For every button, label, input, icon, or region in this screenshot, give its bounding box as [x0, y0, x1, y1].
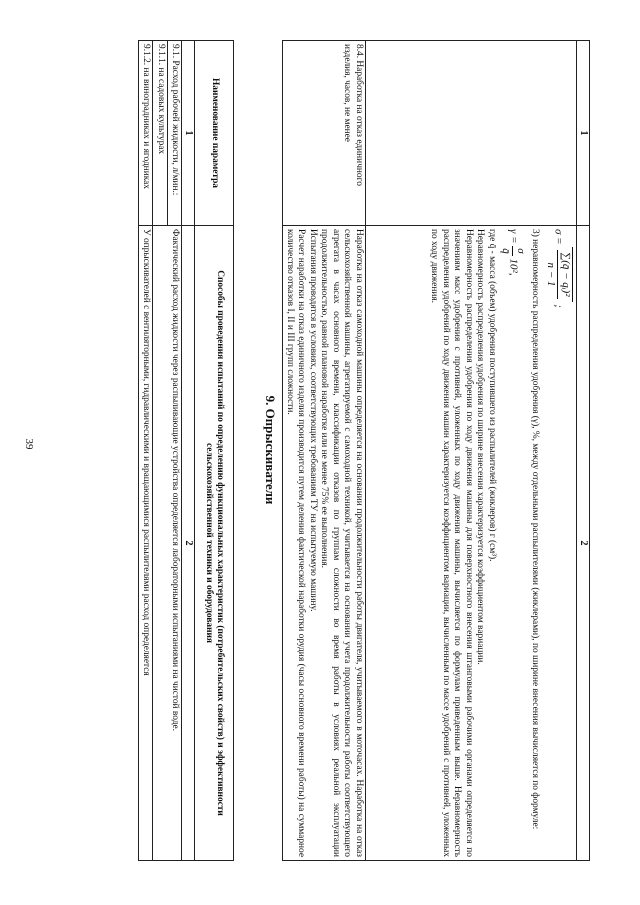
param-name-header: Наименование параметра [195, 41, 234, 226]
column-number-1: 1 [576, 41, 589, 226]
paragraph: Неравномерность распределения удобрения по ходу движения машины для поверхностного внесения штанговыми рабочими органами определяется по значениям масс удобрения с противней, уложенных по ходу движения машины, вычисляется по формулам приведенным выше. Неравномерность распределения удобрений по ходу движения машин характеризуется коэффициентом вариации, вычисленным по массе удобрений с противней, уложенных по ходу движения. [429, 229, 474, 857]
page-number: 39 [23, 438, 35, 450]
column-number-2: 2 [576, 226, 589, 861]
param-name-cell: 9.1.1. на садовых культурах [153, 41, 167, 226]
paragraph: Расчет наработки на отказ единичного изделия производится путем деления фактической наработки орудия (часы основного времени работы) на суммарное количество отказов I, II и III групп сложности. [285, 229, 307, 857]
methods-table-continued [282, 40, 590, 861]
empty-param-cell [365, 41, 576, 226]
paragraph: Наработка на отказ самоходной машины определяется на основании продолжительности работы двигателя, учитываемого в моточасах. Наработка на отказ сельскохозяйственной машины, агрегатируемой с самоходной техникой, учитывается на основании учета продолжительности работы соответствующего агрегата в часах основного времени, классификации отказов по группам сложности во время работы в условиях реальной эксплуатации продолжительностью, равной плановой наработке или не менее 75% ее выполнения. [319, 229, 364, 857]
table-row [282, 41, 365, 861]
param-name-cell: 9.1. Расход рабочей жидкости, л/мин.: [167, 41, 181, 226]
table-row [365, 41, 576, 861]
column-number-1: 1 [182, 41, 195, 226]
table-row [167, 41, 181, 861]
param-name-cell: 8.4. Наработка на отказ единичного изделия, часов, не менее [282, 41, 365, 226]
sigma-denominator: n − 1 [545, 262, 558, 287]
sprayers-table [138, 40, 234, 861]
item-3-text: 3) неравномерность распределения удобрения (γ), %, между отдельными распылителями (жиклерами), по ширине внесения вычисляется по формуле: [530, 229, 540, 830]
where-text: где q̄ - масса (объем) удобрения поступившего из распылителей (жиклеров) г (см³). [486, 229, 497, 562]
param-name-cell: 9.1.2. на виноградниках и ягодниках [139, 41, 153, 226]
methods-header: Способы проведения испытаний по определению функциональных характеристик (потребительских свойств) и эффективности сельскохозяйственной техники и оборудования [195, 226, 234, 861]
table-row [139, 41, 153, 861]
method-cell: У опрыскивателей с вентиляторными, гидравлическими и вращающимися распылителями расход определяется [139, 226, 153, 861]
method-cell: Фактический расход жидкости через распыливающие устройства определяется лабораторными испытаниями на чистой воде. [153, 226, 182, 861]
paragraph: Испытания проводятся в условиях, соответствующих требованиям ТУ на испытуемую машину. [307, 229, 318, 612]
reliability-method-cell [282, 226, 365, 861]
gamma-formula: γ = σ q̄ 10², [500, 229, 527, 276]
sigma-formula: σ = ∑(q̄ − qᵢ)² n − 1 ; [545, 229, 572, 308]
uniformity-method-cell [365, 226, 576, 861]
rotated-page-content [50, 40, 590, 860]
section-title: 9. Опрыскиватели [263, 395, 278, 505]
column-number-2: 2 [182, 226, 195, 861]
sigma-numerator: ∑(q̄ − qᵢ)² [557, 250, 571, 298]
paragraph: Неравномерность распределения удобрения по ширине внесения характеризуется коэффициентом вариации. [475, 229, 486, 665]
